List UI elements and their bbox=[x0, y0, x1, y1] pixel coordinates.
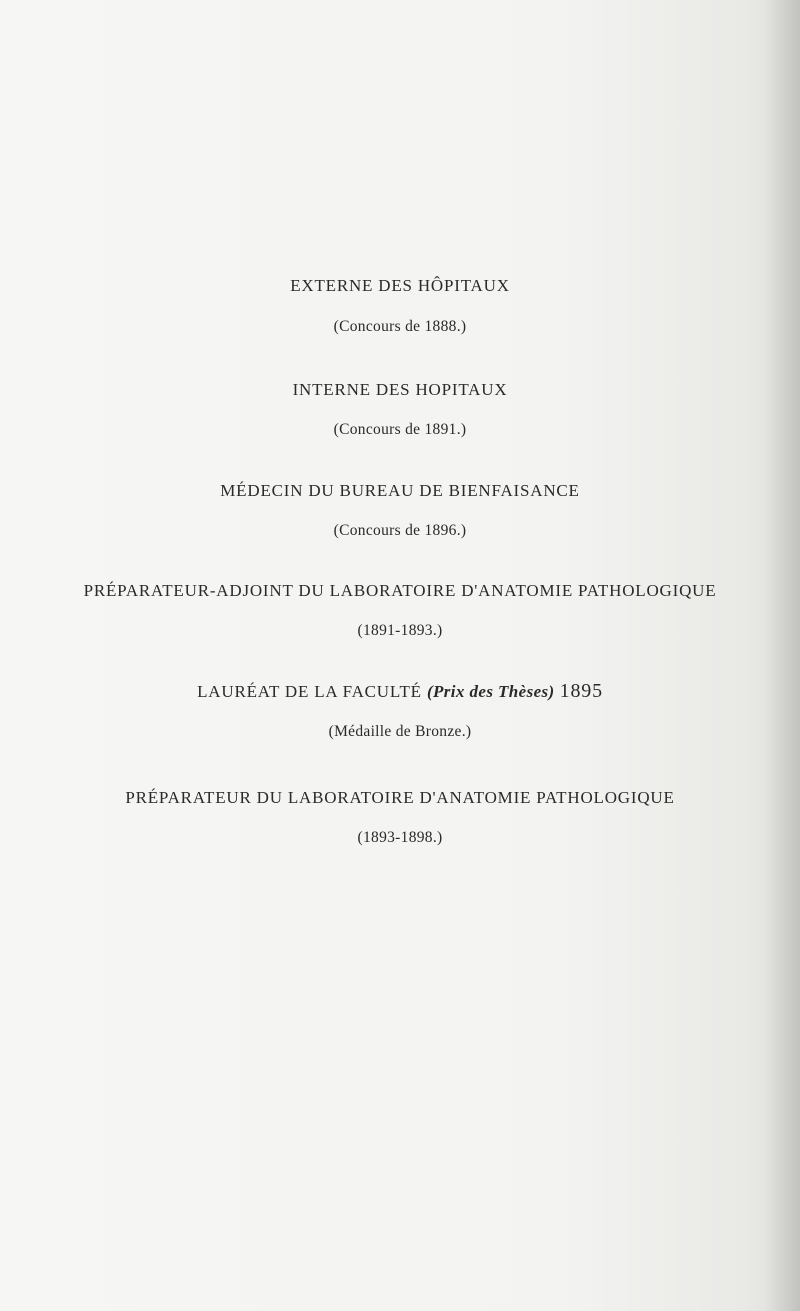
laureat-prize: (Prix des Thèses) bbox=[426, 682, 555, 701]
laureat-prefix: LAURÉAT DE LA FACULTÉ bbox=[197, 682, 422, 701]
entry-title-medecin: MÉDECIN DU BUREAU DE BIENFAISANCE bbox=[220, 481, 580, 500]
entry-title-laureat bbox=[0, 680, 800, 703]
entry-detail-preparateur-adjoint: (1891-1893.) bbox=[357, 622, 443, 639]
entry-detail-medecin: (Concours de 1896.) bbox=[333, 522, 467, 539]
entry-title-externe: EXTERNE DES HÔPITAUX bbox=[290, 276, 510, 295]
laureat-year: 1895 bbox=[559, 680, 603, 702]
entry-detail-preparateur: (1893-1898.) bbox=[357, 829, 443, 846]
entry-title-preparateur-adjoint: PRÉPARATEUR-ADJOINT DU LABORATOIRE D'ANATOMIE PATHOLOGIQUE bbox=[83, 581, 717, 600]
page-edge-shadow bbox=[764, 0, 800, 1311]
entry-detail-laureat: (Médaille de Bronze.) bbox=[328, 723, 472, 740]
entry-detail-interne: (Concours de 1891.) bbox=[333, 421, 467, 438]
entry-title-interne: INTERNE DES HOPITAUX bbox=[292, 380, 508, 399]
entry-detail-externe: (Concours de 1888.) bbox=[333, 318, 467, 335]
entry-title-preparateur: PRÉPARATEUR DU LABORATOIRE D'ANATOMIE PATHOLOGIQUE bbox=[125, 788, 675, 807]
